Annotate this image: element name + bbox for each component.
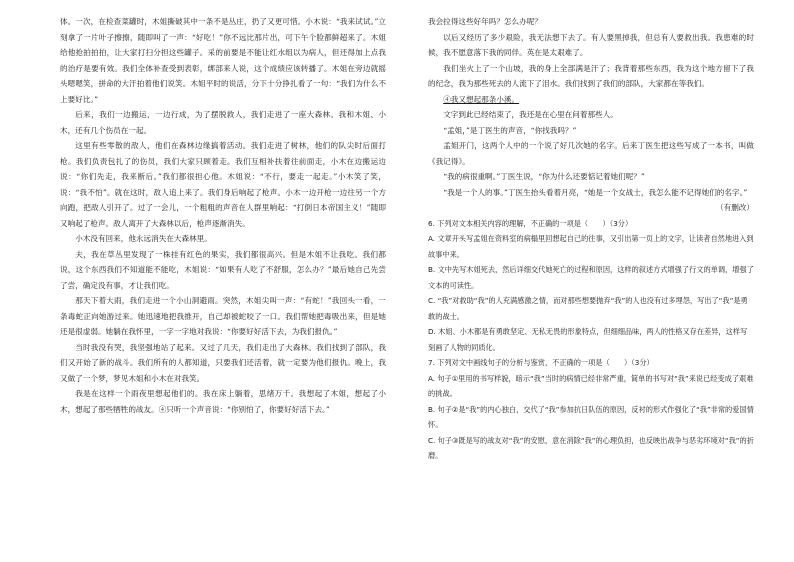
question-7-stem: 7. 下列对文中画线句子的分析与鉴赏，不正确的一项是（ ）（3分）	[428, 358, 654, 367]
question-6-option-a: A. 文章开头写孟姐在资料室的病榻里回想起自己的往事，又引出第一页上的文字，让读者自然地进入到故事中来。	[428, 234, 754, 259]
underlined-sentence-4: ④我又想起那条小溪。	[443, 94, 520, 104]
dialogue-line-1: 文字到此已经结束了，我还是在心里在问着那些人。	[443, 110, 618, 119]
question-7-option-c: C. 句子③既是写的战友对“我”的安慰，意在消除“我”的心理负担，也反映出战争与恶劣环境对“我”的折磨。	[428, 435, 754, 460]
story-paragraph-5: 夫，我在草丛里发现了一株挂有红色的果实，我们都很高兴。但是木姐不让我吃。我们都说，这个东西我们不知道能不能吃，木姐说：“如果有人吃了不舒服，怎么办？”最后她自己先尝了尝，确定没有事，才让我们吃。	[60, 249, 386, 290]
story-paragraph-7: 当时我没有哭，我坚强地站了起来。又过了几天，我们走出了大森林。我们找到了部队，我们又开始了新的战斗。我们所有的人都知道，只要我们还活着，就一定要为他们报仇。晚上，我又做了一个梦，梦见木姐和小木在对我笑。	[60, 342, 386, 383]
question-7-option-a: A. 句子①里用的书写样貌，暗示“我”当时的病情已经非常严重，简单的书写对“我”来说已经变成了艰难的挑战。	[428, 373, 754, 398]
dialogue-line-3: 孟姐开门，这两个人中的一个说了好几次她的名字。后来丁医生把这些写成了一本书，叫做《我记得》。	[428, 141, 754, 166]
question-7-option-b: B. 句子②是“我”的内心独白，交代了“我”参加抗日队伍的原因，反衬的形式作强化了“我”非常的爱国情怀。	[428, 404, 754, 429]
dialogue-line-4: “我的病很重啊。”丁医生说，“你为什么还要惦记着她们呢？”	[443, 172, 645, 181]
story-paragraph-1: 体。一次，在检查菜罐时，木姐撕破其中一条不是丛庄，扔了又更可惜。小木说：“我来试试。”立刻拿了一片叶子擦擦，随即叫了一声：“好吃！”你不远比那片出，可下午个脸都鲜超来了。木姐给他抢拍拍拍，让大家打扫分担这些罐子。采的前要是不能让红水组以为病人，但还得加上点我的治疗是要有效。我们全体补查受到表彰，绑部来人说，这个成绩应该转播了。木姐在旁边就摇头嗯嗯笑，拼命的大汗拍着他们说笑。木姐平时的说活，分下十分挣扎看了一句：“我们为什么不上要好比。”	[60, 17, 386, 104]
question-6-option-c: C. “我”对救助“我”的人充满感激之情，而对那些想要抛弃“我”的人也没有过多埋怨，写出了“我”是勇敢的战士。	[428, 296, 748, 321]
dialogue-line-2: “孟姐，”是丁医生的声音，“你找我吗？”	[443, 125, 577, 135]
story-paragraph-2: 后来，我们一边搬运，一边行成，为了摆脱救人，我们走进了一座大森林。我和木姐、小木，还有几个伤员在一起。	[60, 110, 386, 135]
story-paragraph-6: 那天下着大雨，我们走进一个小山洞避雨。突然，木姐尖叫一声：“有蛇！”我回头一看，一条毒蛇正向她游过来。她迅速地把我推开，自己却被蛇咬了一口。我们帮她把毒吸出来，但是她还是很虚弱。她躺在我怀里，一字一字地对我说：“你要好好活下去，为我们报仇。”	[60, 296, 386, 336]
right-column	[428, 14, 754, 464]
story-paragraph-4: 小木没有回来，他永远消失在大森林里。	[75, 234, 212, 243]
question-6-option-d: D. 木姐、小木都是有勇敢坚定、无私无畏的形象特点，但细细品味，两人的性格又存在差异，这样写刻画了人物的同质化。	[428, 327, 748, 352]
left-column	[60, 14, 386, 417]
story-paragraph-10: 以后又经历了多少艰险，我无法想下去了。有人要黑掉我，但总有人要救出我。我患难的时候，我不愿意落下我的同伴。英在是太艰难了。	[428, 32, 754, 57]
question-6-option-b: B. 文中先写木姐死去，然后详细交代她死亡的过程和原因，这样的叙述方式增强了行文的单调，增强了文本的可读性。	[428, 265, 754, 290]
dialogue-line-5: “我是一个人的事。”丁医生抬头看着月亮，“她是一个女战士，我怎么能不记得她们的名字。”	[443, 187, 748, 197]
question-6-stem: 6. 下列对文本相关内容的理解，不正确的一项是（ ）（3分）	[428, 218, 633, 228]
source-note: （有删改）	[716, 203, 754, 212]
story-paragraph-11: 我们坐火上了一个山坡，我的身上全部满是汗了；我背着那些东西，我为这个地方留下了我的纪念，我为那些死去的人流下了泪水。我们找到了我们的部队，大家都在等我们。	[428, 63, 754, 88]
story-paragraph-3: 这里有些零散的敌人，他们在森林边缘搞着活动。我们走进了树林，他们的队尖时后面打枪。我们负责包扎了的伤员，我们大家只顾着走。我们互相补扶着往前面走，小木在边搬运边说：“你们先走，我来断后。”我们都很担心他。木姐说：“不行，要走一起走。”小木笑了笑，说：“我不怕”。就在这时，敌人追上来了。我们身后响起了枪声。小木一边开枪一边往另一个方向跑，把敌人引开了。过了一会儿，一个粗粗的声音在人群里响起：“打倒日本帝国主义！”随即又响起了枪声。敌人离开了大森林以后，枪声逐渐消失。	[60, 141, 386, 228]
story-paragraph-9: 我会拉得这些好年吗？怎么办呢？	[428, 17, 542, 26]
story-paragraph-8: 我是在这样一个雨夜里想起他们的。我在床上躺着，思绪万千。我想起了木姐，想起了小木，想起了那些牺牲的战友。④只听一个声音说：“你别怕了，你要好好活下去。”	[60, 389, 386, 414]
